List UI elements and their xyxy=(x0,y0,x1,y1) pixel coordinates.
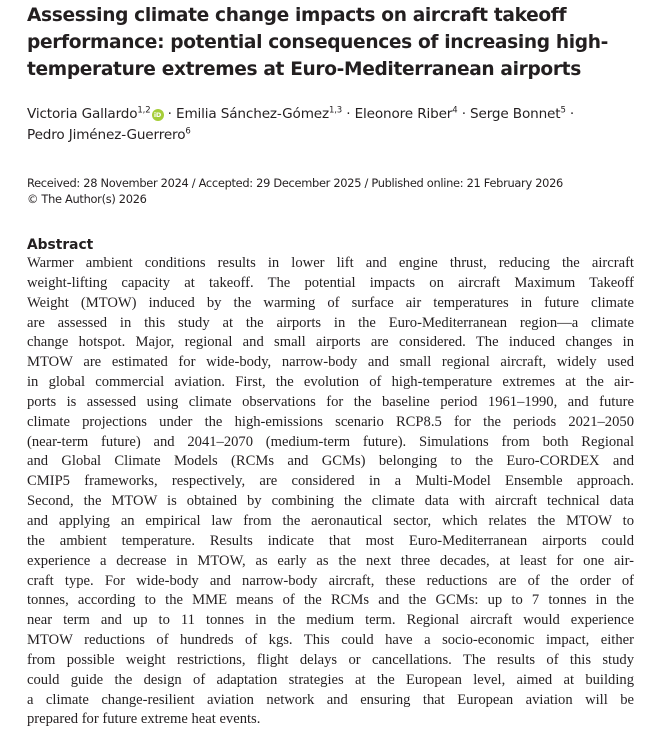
abstract-line: climate projections under the high-emissions scenario RCP8.5 for the periods 2021–2050 xyxy=(27,413,634,430)
author-3[interactable] xyxy=(355,106,458,122)
author-name: Eleonore Riber xyxy=(354,106,453,122)
author-name: Victoria Gallardo xyxy=(27,106,138,122)
copyright-line: © The Author(s) 2026 xyxy=(27,192,147,206)
author-affiliation: 4 xyxy=(452,105,458,116)
author-4[interactable] xyxy=(470,106,566,122)
author-separator: · xyxy=(461,106,466,122)
abstract-line: ports is assessed using climate observations for the baseline period 1961–1990, and future xyxy=(27,393,634,410)
abstract-line: could guide the design of adaptation strategies at the European level, aimed at building xyxy=(27,671,634,688)
author-separator: · xyxy=(569,106,575,122)
abstract-line: and Global Climate Models (RCMs and GCMs) belonging to the Euro-CORDEX and xyxy=(27,453,634,470)
author-1[interactable] xyxy=(27,106,164,122)
author-separator: · xyxy=(346,106,351,122)
abstract-line: the ambient temperature. Results indicate that most Euro-Mediterranean airports could xyxy=(27,532,634,549)
abstract-text xyxy=(27,254,634,730)
author-separator: · xyxy=(167,106,172,122)
abstract-line: a climate change-resilient aviation network and ensuring that European aviation will be xyxy=(27,691,634,708)
abstract-line: experience a decrease in MTOW, as early as the next three decades, at least for one air- xyxy=(27,552,634,569)
abstract-line: weight-lifting capacity at takeoff. The potential impacts on aircraft Maximum Takeoff xyxy=(27,274,634,291)
orcid-icon[interactable]: iD xyxy=(152,109,164,121)
abstract-line: (near-term future) and 2041–2070 (medium-term future). Simulations from both Regional xyxy=(27,433,634,450)
author-list xyxy=(27,104,637,146)
author-affiliation: 1,3 xyxy=(329,105,343,116)
author-name: Pedro Jiménez-Guerrero xyxy=(27,127,186,143)
author-affiliation: 5 xyxy=(560,105,566,116)
abstract-line: Second, the MTOW is obtained by combining the climate data with aircraft technical data xyxy=(27,493,634,510)
author-2[interactable] xyxy=(176,106,342,122)
author-5[interactable] xyxy=(27,127,191,143)
abstract-line: Weight (MTOW) induced by the warming of surface air temperatures in future climate xyxy=(27,294,634,311)
abstract-line: craft type. For wide-body and narrow-body aircraft, these reductions are of the order of xyxy=(27,572,634,589)
abstract-line: in global commercial aviation. First, the evolution of high-temperature extremes at the air- xyxy=(27,374,634,391)
author-name: Emilia Sánchez-Gómez xyxy=(176,106,329,122)
author-affiliation: 1,2 xyxy=(137,105,151,116)
author-affiliation: 6 xyxy=(185,126,191,137)
author-name: Serge Bonnet xyxy=(470,106,561,122)
abstract-line: CMIP5 frameworks, respectively, are considered in a Multi-Model Ensemble approach. xyxy=(27,473,634,490)
abstract-line: prepared for future extreme heat events. xyxy=(27,711,261,728)
abstract-line: are assessed in this study at the airports in the Euro-Mediterranean region—a climate xyxy=(27,314,634,331)
abstract-line: MTOW reductions of hundreds of kgs. This could have a socio-economic impact, either xyxy=(27,632,634,649)
abstract-line: change hotspot. Major, regional and small airports are considered. The induced changes in xyxy=(27,334,634,351)
abstract-heading: Abstract xyxy=(27,237,94,253)
abstract-line: near term and up to 11 tonnes in the medium term. Regional aircraft would experience xyxy=(27,612,634,629)
dates-line: Received: 28 November 2024 / Accepted: 29 December 2025 / Published online: 21 February 2026 xyxy=(27,176,563,190)
abstract-line: and applying an empirical law from the aeronautical sector, which relates the MTOW to xyxy=(27,512,634,529)
publication-dates xyxy=(27,175,647,207)
abstract-line: from possible weight restrictions, flight delays or cancellations. The results of this study xyxy=(27,651,634,668)
article-title: Assessing climate change impacts on aircraft takeoff performance: potential consequences of increasing high-temperature extremes at Euro-Mediterranean airports xyxy=(27,5,608,80)
abstract-line: tonnes, according to the MME means of the RCMs and the GCMs: up to 7 tonnes in the xyxy=(27,592,634,609)
abstract-line: MTOW are estimated for wide-body, narrow-body and small regional aircraft, widely used xyxy=(27,354,634,371)
abstract-line: Warmer ambient conditions results in lower lift and engine thrust, reducing the aircraft xyxy=(27,255,634,271)
